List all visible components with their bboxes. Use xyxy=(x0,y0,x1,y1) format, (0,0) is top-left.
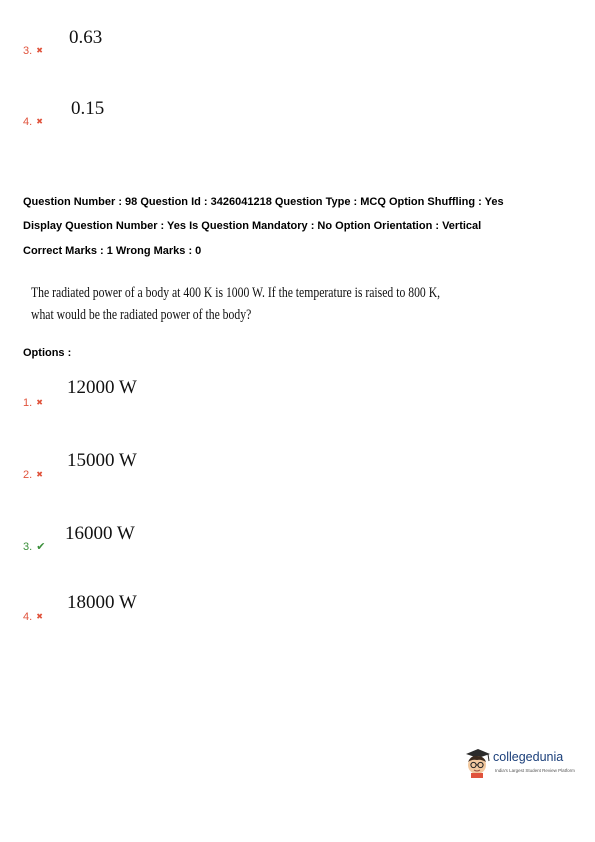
logo-tagline: India's Largest Student Review Platform xyxy=(495,768,575,773)
cross-icon: ✖ xyxy=(36,117,43,126)
option-number-label: 3. xyxy=(23,45,33,57)
option-3-number xyxy=(23,540,45,553)
option-number-label: 4. xyxy=(23,116,33,128)
option-number-label: 2. xyxy=(23,469,33,481)
question-meta-line-3: Correct Marks : 1 Wrong Marks : 0 xyxy=(23,245,202,257)
option-1-value: 12000 W xyxy=(67,377,137,398)
cross-icon: ✖ xyxy=(36,398,43,407)
prev-option-4-value: 0.15 xyxy=(71,98,105,119)
prev-option-3-value: 0.63 xyxy=(69,27,103,48)
cross-icon: ✖ xyxy=(36,46,43,55)
student-avatar-icon xyxy=(462,746,492,778)
logo-name: collegedunia xyxy=(493,750,564,764)
option-number-label: 4. xyxy=(23,611,33,623)
checkmark-icon: ✔ xyxy=(36,541,46,553)
question-text-line-1: The radiated power of a body at 400 K is 1000 W. If the temperature is raised to 800 K, xyxy=(31,285,441,301)
question-meta-line-2: Display Question Number : Yes Is Question Mandatory : No Option Orientation : Vertical xyxy=(23,220,482,232)
option-4-value: 18000 W xyxy=(67,592,137,613)
option-1-number xyxy=(23,397,43,409)
option-number-label: 1. xyxy=(23,397,33,409)
option-3-value: 16000 W xyxy=(65,523,135,544)
cross-icon: ✖ xyxy=(36,612,43,621)
prev-option-4-number xyxy=(23,116,43,128)
option-2-number xyxy=(23,469,43,481)
collegedunia-logo xyxy=(462,746,582,782)
question-meta-line-1: Question Number : 98 Question Id : 3426041218 Question Type : MCQ Option Shuffling : Yes xyxy=(23,196,504,208)
question-text xyxy=(31,282,440,326)
prev-option-3-number xyxy=(23,45,43,57)
option-2-value: 15000 W xyxy=(67,450,137,471)
cross-icon: ✖ xyxy=(36,470,43,479)
options-label: Options : xyxy=(23,347,72,359)
option-number-label: 3. xyxy=(23,541,33,553)
question-text-line-2: what would be the radiated power of the body? xyxy=(31,307,252,323)
option-4-number xyxy=(23,611,43,623)
